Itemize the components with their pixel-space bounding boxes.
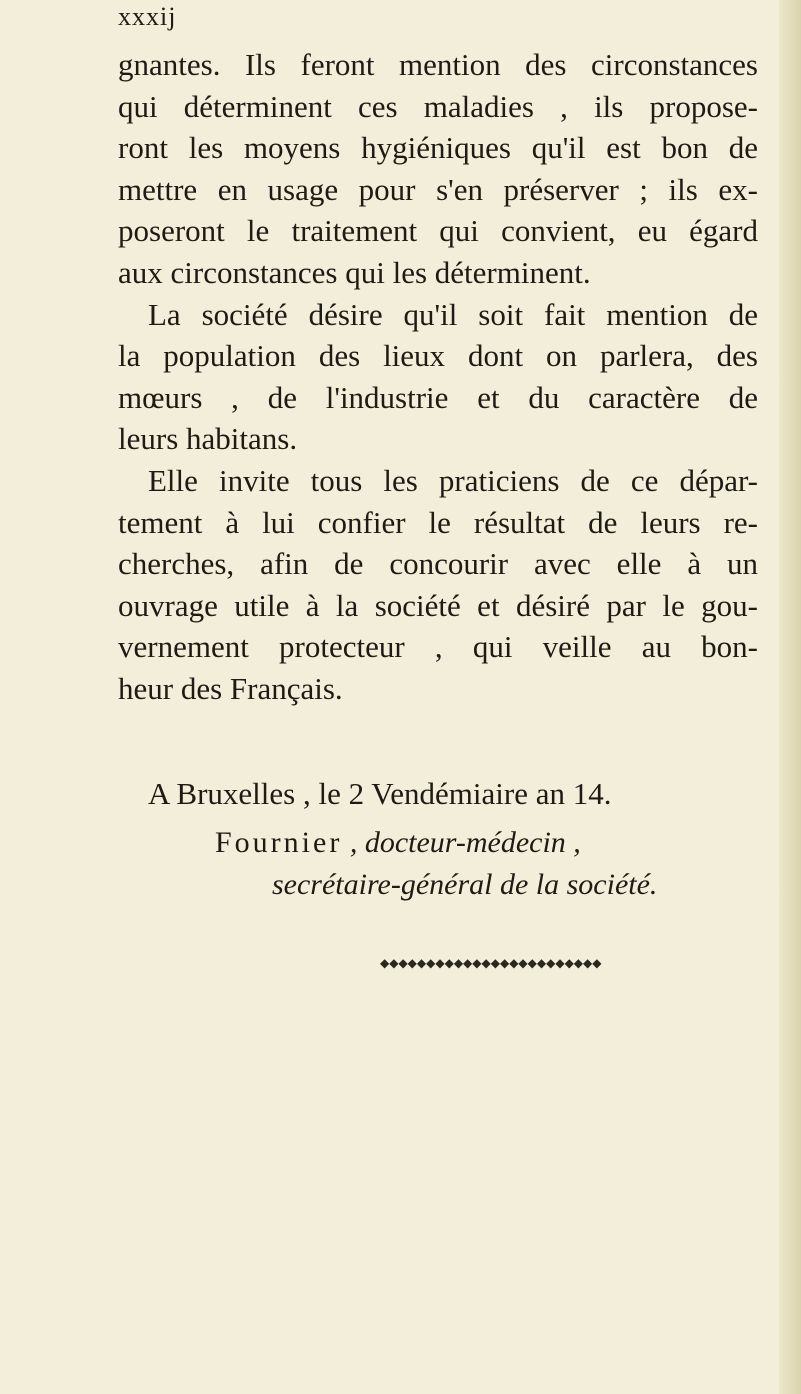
text-line: poseront le traitement qui convient, eu égard	[118, 213, 758, 249]
text-line: tement à lui confier le résultat de leurs re-	[118, 504, 758, 540]
ornament-divider: ◆◆◆◆◆◆◆◆◆◆◆◆◆◆◆◆◆◆◆◆◆◆◆◆	[380, 956, 602, 970]
text-line: aux circonstances qui les déterminent.	[118, 254, 591, 290]
date-line: A Bruxelles , le 2 Vendémiaire an 14.	[148, 776, 612, 811]
signature-title: , docteur-médecin ,	[349, 826, 581, 859]
page-number: xxxij	[118, 2, 177, 31]
text-line: gnantes. Ils feront mention des circonstances	[118, 47, 758, 82]
text-line: la population des lieux dont on parlera, des	[118, 338, 758, 374]
signature-line	[215, 826, 581, 860]
text-line: heur des Français.	[118, 670, 343, 706]
text-line: ouvrage utile à la société et désiré par le gou-	[118, 587, 758, 623]
text-line: vernement protecteur , qui veille au bon-	[118, 629, 758, 665]
text-line: mettre en usage pour s'en préserver ; ils ex-	[118, 171, 758, 207]
signature-title-continued: secrétaire-général de la société.	[272, 868, 658, 901]
text-line: leurs habitans.	[118, 421, 298, 457]
text-line: cherches, afin de concourir avec elle à un	[118, 546, 758, 582]
body-text	[118, 44, 758, 710]
text-line: Elle invite tous les praticiens de ce dépar-	[148, 462, 758, 498]
text-line: ront les moyens hygiéniques qu'il est bon de	[118, 130, 758, 166]
text-line: La société désire qu'il soit fait mention de	[148, 296, 758, 332]
signature-name: Fournier	[215, 826, 343, 859]
page-edge-shadow	[779, 0, 801, 1394]
text-line: qui déterminent ces maladies , ils propose-	[118, 88, 758, 124]
text-line: mœurs , de l'industrie et du caractère de	[118, 379, 758, 415]
